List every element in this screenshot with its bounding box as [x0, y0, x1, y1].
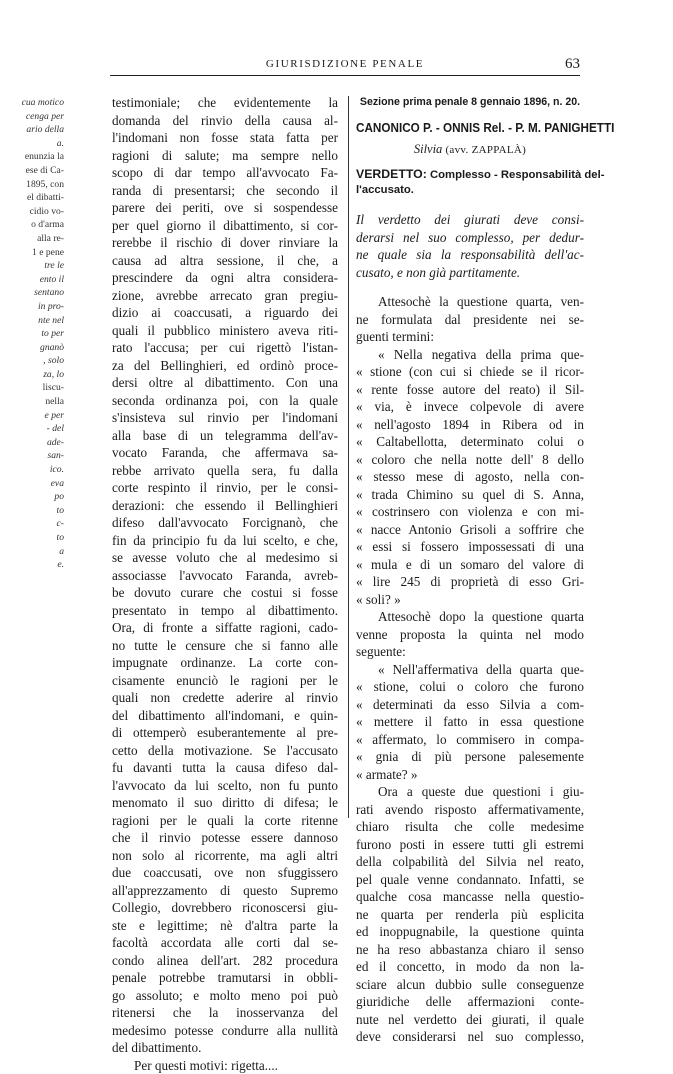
text-line: presentato in tempo al dibattimento. — [112, 602, 338, 620]
text-line: guenti termini: — [356, 328, 584, 346]
text-line: Ora a queste due questioni i giu- — [356, 783, 584, 801]
text-line: cusato, e non già partitamente. — [356, 264, 584, 282]
text-line: ragioni per le quali la corte ritenne — [112, 812, 338, 830]
text-line: scopo di dar tempo all'avvocato Fa- — [112, 164, 338, 182]
counsel-name: (avv. ZAPPALÀ) — [445, 144, 526, 156]
margin-fragment: - del — [0, 422, 64, 436]
text-line: alla base di un telegramma dell'av- — [112, 427, 338, 445]
text-line: ed inoppugnabile, la questione quinta — [356, 923, 584, 941]
margin-fragment: nte nel — [0, 314, 64, 328]
text-line: za del Bellinghieri, ed ordinò proce- — [112, 357, 338, 375]
text-line: associasse l'avvocato Faranda, avreb- — [112, 567, 338, 585]
text-line: del dibattimento all'indomani, e quin- — [112, 707, 338, 725]
margin-fragment: e per — [0, 409, 64, 423]
text-line: randa di presentarsi; che secondo il — [112, 182, 338, 200]
text-line: difeso dall'avvocato Forcignanò, che — [112, 514, 338, 532]
text-line: ste e legittime; nè d'altra parte la — [112, 917, 338, 935]
verdict-topic: Complesso - Responsabilità del- — [430, 169, 605, 181]
text-line: « determinati da esso Silvia a com- — [356, 696, 584, 714]
text-line: dersi oltre al dibattimento. Con una — [112, 374, 338, 392]
text-line: dizio ai coaccusati, a riguardo dei — [112, 304, 338, 322]
text-line: ne formulata dal presidente nei se- — [356, 311, 584, 329]
text-line: Il verdetto dei giurati deve consi- — [356, 211, 584, 229]
margin-fragment: ico. — [0, 463, 64, 477]
margin-fragment: eva — [0, 477, 64, 491]
text-line: di ottemperò esuberantemente al pre- — [112, 724, 338, 742]
text-line: nute nel verdetto dei giurati, il quale — [356, 1011, 584, 1029]
text-line: sciare alcun dubbio sulle conseguenze — [356, 976, 584, 994]
text-line: che il rinvio potesse essere dannoso — [112, 829, 338, 847]
running-header — [110, 55, 580, 77]
margin-fragment: nella — [0, 395, 64, 409]
spacer — [356, 281, 584, 293]
text-line: be dovuto curare che costui si fosse — [112, 584, 338, 602]
text-line: rebbe arrivato quella sera, fu dalla — [112, 462, 338, 480]
text-line: non solo al ricorrente, ma agli altri — [112, 847, 338, 865]
text-line: s'insisteva sul rinvio per l'indomani — [112, 409, 338, 427]
text-line: quali non credette aderire al rinvio — [112, 689, 338, 707]
column-divider — [348, 96, 349, 818]
text-line: ne ha reso abbastanza chiaro il senso — [356, 941, 584, 959]
margin-fragment: ade- — [0, 436, 64, 450]
text-line: qualche cosa mancasse nella questio- — [356, 888, 584, 906]
text-line: fin da principio fu da lui scelto, e che, — [112, 532, 338, 550]
text-line: Collegio, dovrebbero riconoscersi giu- — [112, 899, 338, 917]
text-line: facoltà accordata alle corti dal se- — [112, 934, 338, 952]
text-line: « rente fosse autore del reato) il Sil- — [356, 381, 584, 399]
margin-fragment: el dibatti- — [0, 191, 64, 205]
margin-fragment: ese di Ca- — [0, 164, 64, 178]
text-line: della colpabilità del Silvia nel reato, — [356, 853, 584, 871]
right-column — [356, 94, 584, 1046]
text-line: « via, è invece colpevole di avere — [356, 398, 584, 416]
margin-fragment: o d'arma — [0, 218, 64, 232]
text-line: « gnia di più persone palesemente — [356, 748, 584, 766]
text-line: deve considerarsi nel suo complesso, — [356, 1028, 584, 1046]
text-line: « trada Chimino su quel di S. Anna, — [356, 486, 584, 504]
margin-fragment: gnanò — [0, 341, 64, 355]
text-line: « nell'agosto 1894 in Ribera od in — [356, 416, 584, 434]
text-line: Ora, di fronte a siffatte ragioni, cado- — [112, 619, 338, 637]
header-rule — [110, 75, 580, 76]
margin-fragment: cidio vo- — [0, 205, 64, 219]
running-title: GIURISDIZIONE PENALE — [110, 58, 580, 70]
text-line: fu davanti tutta la causa difeso dal- — [112, 759, 338, 777]
text-line: « mettere il fatto in essa questione — [356, 713, 584, 731]
text-line: cisamente enunciò le ragioni per le — [112, 672, 338, 690]
previous-page-margin — [0, 96, 64, 616]
text-line: « Caltabellotta, determinato colui o — [356, 433, 584, 451]
text-line: rato l'accusa; per cui rigettò l'istan- — [112, 339, 338, 357]
section-line: Sezione prima penale 8 gennaio 1896, n. 20. — [356, 94, 584, 111]
text-line: condo alinea dell'art. 282 procedura — [112, 952, 338, 970]
text-line: chiaro risulta che colle medesime — [356, 818, 584, 836]
text-line: causa ad altra sessione, il che, a — [112, 252, 338, 270]
verdict-line-2: l'accusato. — [356, 182, 584, 198]
margin-fragment: san- — [0, 449, 64, 463]
text-line: « Nella negativa della prima que- — [356, 346, 584, 364]
text-line: se avesse voluto che al medesimo si — [112, 549, 338, 567]
margin-fragment: ario della — [0, 123, 64, 137]
margin-fragment: liscu- — [0, 381, 64, 395]
text-line: « armate? » — [356, 766, 584, 784]
text-line: all'apprezzamento di questo Supremo — [112, 882, 338, 900]
verdict-line — [356, 166, 584, 182]
text-line: per quel giorno il dibattimento, si cor- — [112, 217, 338, 235]
text-line: « costrinsero con violenza e con mi- — [356, 503, 584, 521]
text-line: « lire 245 di proprietà di esso Gri- — [356, 573, 584, 591]
text-line: Per questi motivi: rigetta.... — [112, 1057, 338, 1074]
text-line: « Nell'affermativa della quarta que- — [356, 661, 584, 679]
margin-fragment: 1 e pene — [0, 246, 64, 260]
text-line: del dibattimento. — [112, 1039, 338, 1057]
text-line: ed il concetto, in modo da non la- — [356, 958, 584, 976]
text-line: medesimo potesse condurre alla nullità — [112, 1022, 338, 1040]
text-line: seconda ordinanza poi, con la quale — [112, 392, 338, 410]
margin-fragment: cenga per — [0, 110, 64, 124]
text-line: « stesso mese di agosto, nella con- — [356, 468, 584, 486]
legal-maxim — [356, 211, 584, 281]
margin-fragment: tre le — [0, 259, 64, 273]
text-line: due coaccusati, ove non sfuggissero — [112, 864, 338, 882]
margin-fragment: a. — [0, 137, 64, 151]
text-line: zione, avrebbe arrecato gran pregiu- — [112, 287, 338, 305]
text-line: seguente: — [356, 643, 584, 661]
text-line: quali il pubblico ministero aveva riti- — [112, 322, 338, 340]
text-line: go assoluto; e molto meno poi può — [112, 987, 338, 1005]
left-column — [112, 94, 338, 1074]
text-line: ritenersi che la inosservanza del — [112, 1004, 338, 1022]
page-number: 63 — [565, 56, 580, 73]
text-line: « stione (con cui si chiede se il ricor- — [356, 363, 584, 381]
text-line: no tutte le censure che si fanno alle — [112, 637, 338, 655]
case-parties: CANONICO P. - ONNIS Rel. - P. M. PANIGHETTI — [356, 118, 584, 138]
text-line: vocato Faranda, che affermava sa- — [112, 444, 338, 462]
text-line: prescindere da ogni altra considera- — [112, 269, 338, 287]
text-line: impugnate ordinanze. La corte con- — [112, 654, 338, 672]
margin-fragment: sentano — [0, 286, 64, 300]
verdict-keyword: VERDETTO: — [356, 167, 427, 181]
text-line: l'avvocato da lui scelto, non fu punto — [112, 777, 338, 795]
text-line: « essi si fossero impossessati di una — [356, 538, 584, 556]
text-line: « stione, colui o coloro che furono — [356, 678, 584, 696]
margin-fragment: to — [0, 531, 64, 545]
text-line: corte respinto il rinvio, per le consi- — [112, 479, 338, 497]
margin-fragment: po — [0, 490, 64, 504]
text-line: penale potrebbe tramutarsi in obbli- — [112, 969, 338, 987]
text-line: derarsi nel suo complesso, per dedur- — [356, 229, 584, 247]
text-line: pel quale venne condannato. Infatti, se — [356, 871, 584, 889]
margin-fragment: c- — [0, 517, 64, 531]
right-body — [356, 293, 584, 1046]
margin-fragment: to per — [0, 327, 64, 341]
text-line: « affermato, lo commisero in compa- — [356, 731, 584, 749]
text-line: domanda del rinvio della causa al- — [112, 112, 338, 130]
margin-fragment: in pro- — [0, 300, 64, 314]
text-line: Attesochè dopo la questione quarta — [356, 608, 584, 626]
text-line: l'indomani non fosse stata fatta per — [112, 129, 338, 147]
margin-fragment: e. — [0, 558, 64, 572]
text-line: Attesochè la questione quarta, ven- — [356, 293, 584, 311]
text-line: rati avendo risposto affermativamente, — [356, 801, 584, 819]
margin-fragment: a — [0, 545, 64, 559]
defendant-name: Silvia — [414, 142, 442, 156]
text-line: venne proposta la quinta nel modo — [356, 626, 584, 644]
margin-fragment: , solo — [0, 354, 64, 368]
text-line: « nacce Antonio Grisoli a soffrire che — [356, 521, 584, 539]
text-line: parere dei periti, ove si sospendesse — [112, 199, 338, 217]
margin-fragment: za, lo — [0, 368, 64, 382]
text-line: ne quarta per renderla più esplicita — [356, 906, 584, 924]
text-line: rerebbe il rischio di dover rinviare la — [112, 234, 338, 252]
text-line: « soli? » — [356, 591, 584, 609]
margin-fragment: alla re- — [0, 232, 64, 246]
text-line: menomato il suo diritto di difesa; le — [112, 794, 338, 812]
text-line: derazioni: che essendo il Bellinghieri — [112, 497, 338, 515]
margin-fragment: to — [0, 504, 64, 518]
margin-fragment: 1895, con — [0, 178, 64, 192]
text-line: ragioni di salute; ma sempre nello — [112, 147, 338, 165]
text-line: ne quale sia la responsabilità dell'ac- — [356, 246, 584, 264]
defendant-line — [356, 140, 584, 158]
text-line: furono posti in essere tutti gli estremi — [356, 836, 584, 854]
text-line: giuridiche delle affermazioni conte- — [356, 993, 584, 1011]
verdict-heading — [356, 166, 584, 198]
text-line: cetto della motivazione. Se l'accusato — [112, 742, 338, 760]
text-line: testimoniale; che evidentemente la — [112, 94, 338, 112]
margin-fragment: enunzia la — [0, 150, 64, 164]
margin-fragment: cua motico — [0, 96, 64, 110]
text-line: « mula e di un somaro del valore di — [356, 556, 584, 574]
margin-fragment: ento il — [0, 273, 64, 287]
text-line: « coloro che nella notte dell' 8 dello — [356, 451, 584, 469]
